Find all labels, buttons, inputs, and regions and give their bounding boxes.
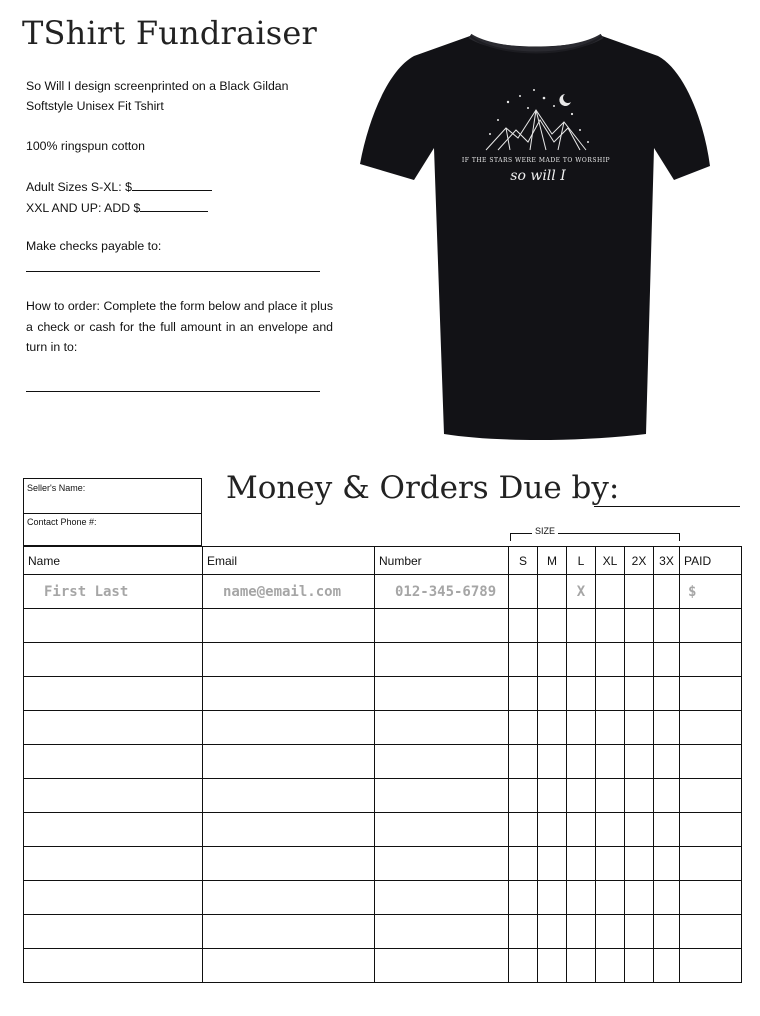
cell-size-3x[interactable]	[654, 711, 680, 745]
cell-size-xl[interactable]	[596, 949, 625, 983]
cell-paid[interactable]	[680, 677, 742, 711]
cell-name[interactable]	[24, 779, 203, 813]
table-row	[24, 609, 742, 643]
cell-size-s[interactable]	[509, 847, 538, 881]
cell-size-2x[interactable]	[625, 915, 654, 949]
cell-size-l[interactable]	[567, 949, 596, 983]
cell-size-m[interactable]	[538, 881, 567, 915]
cell-size-xl[interactable]	[596, 609, 625, 643]
table-row	[24, 711, 742, 745]
cell-email[interactable]	[203, 711, 375, 745]
header-size-m: M	[538, 547, 567, 575]
header-name: Name	[24, 547, 203, 575]
cell-number[interactable]	[375, 949, 509, 983]
table-row	[24, 779, 742, 813]
cell-size-s[interactable]	[509, 609, 538, 643]
cell-size-xl[interactable]	[596, 677, 625, 711]
cell-size-s[interactable]	[509, 949, 538, 983]
example-size-xl	[596, 575, 625, 609]
cell-size-3x[interactable]	[654, 881, 680, 915]
adult-price-blank[interactable]	[132, 176, 212, 191]
cell-number[interactable]	[375, 609, 509, 643]
cell-size-m[interactable]	[538, 847, 567, 881]
cell-size-s[interactable]	[509, 643, 538, 677]
cell-size-m[interactable]	[538, 643, 567, 677]
cell-size-3x[interactable]	[654, 813, 680, 847]
cell-size-2x[interactable]	[625, 881, 654, 915]
cell-name[interactable]	[24, 711, 203, 745]
table-row	[24, 881, 742, 915]
cell-size-3x[interactable]	[654, 949, 680, 983]
how-to-order-text: How to order: Complete the form below and place it plus a check or cash for the full amount in an envelope and turn in to:	[26, 299, 333, 354]
cell-size-2x[interactable]	[625, 609, 654, 643]
cell-size-l[interactable]	[567, 745, 596, 779]
example-number: 012-345-6789	[375, 575, 509, 609]
cell-name[interactable]	[24, 677, 203, 711]
example-size-l: X	[567, 575, 596, 609]
cell-number[interactable]	[375, 677, 509, 711]
cell-email[interactable]	[203, 677, 375, 711]
cell-size-2x[interactable]	[625, 847, 654, 881]
cell-size-m[interactable]	[538, 609, 567, 643]
header-number: Number	[375, 547, 509, 575]
cell-email[interactable]	[203, 813, 375, 847]
cell-size-m[interactable]	[538, 915, 567, 949]
cell-email[interactable]	[203, 745, 375, 779]
cell-size-xl[interactable]	[596, 881, 625, 915]
header-size-s: S	[509, 547, 538, 575]
page-title: TShirt Fundraiser	[22, 14, 318, 52]
cell-size-l[interactable]	[567, 847, 596, 881]
size-group-label: SIZE	[532, 526, 558, 536]
seller-name-label: Seller's Name:	[27, 483, 86, 493]
table-row	[24, 915, 742, 949]
cell-size-m[interactable]	[538, 745, 567, 779]
header-paid: PAID	[680, 547, 742, 575]
cell-size-s[interactable]	[509, 915, 538, 949]
header-size-2x: 2X	[625, 547, 654, 575]
cell-size-s[interactable]	[509, 677, 538, 711]
cell-size-3x[interactable]	[654, 745, 680, 779]
shirt-text-line2: so will I	[510, 168, 566, 184]
cell-name[interactable]	[24, 643, 203, 677]
cell-size-m[interactable]	[538, 949, 567, 983]
cell-size-l[interactable]	[567, 677, 596, 711]
cell-name[interactable]	[24, 609, 203, 643]
example-size-s	[509, 575, 538, 609]
contact-phone-label: Contact Phone #:	[27, 517, 97, 527]
example-row	[24, 575, 742, 609]
cell-size-3x[interactable]	[654, 847, 680, 881]
cell-paid[interactable]	[680, 881, 742, 915]
cell-size-l[interactable]	[567, 881, 596, 915]
cell-email[interactable]	[203, 881, 375, 915]
cell-size-xl[interactable]	[596, 813, 625, 847]
order-table	[23, 546, 742, 983]
cell-size-s[interactable]	[509, 881, 538, 915]
cell-name[interactable]	[24, 847, 203, 881]
cell-size-2x[interactable]	[625, 677, 654, 711]
table-row	[24, 643, 742, 677]
seller-name-field[interactable]	[24, 479, 201, 514]
cell-paid[interactable]	[680, 609, 742, 643]
cell-size-3x[interactable]	[654, 677, 680, 711]
table-row	[24, 745, 742, 779]
example-paid: $	[680, 575, 742, 609]
cell-paid[interactable]	[680, 847, 742, 881]
cell-number[interactable]	[375, 745, 509, 779]
cell-name[interactable]	[24, 881, 203, 915]
cell-size-xl[interactable]	[596, 745, 625, 779]
cell-size-3x[interactable]	[654, 915, 680, 949]
cell-size-m[interactable]	[538, 779, 567, 813]
cell-size-2x[interactable]	[625, 643, 654, 677]
cell-number[interactable]	[375, 643, 509, 677]
cell-size-l[interactable]	[567, 711, 596, 745]
cell-size-3x[interactable]	[654, 609, 680, 643]
cell-email[interactable]	[203, 949, 375, 983]
price-block	[26, 176, 212, 218]
cell-size-3x[interactable]	[654, 643, 680, 677]
table-row	[24, 847, 742, 881]
header-email: Email	[203, 547, 375, 575]
due-heading: Money & Orders Due by:	[226, 470, 620, 506]
table-row	[24, 677, 742, 711]
table-row	[24, 949, 742, 983]
cell-paid[interactable]	[680, 745, 742, 779]
cell-size-xl[interactable]	[596, 847, 625, 881]
design-line-1: So Will I design screenprinted on a Black Gildan	[26, 79, 289, 93]
example-size-2x	[625, 575, 654, 609]
cell-number[interactable]	[375, 881, 509, 915]
cell-email[interactable]	[203, 609, 375, 643]
cell-email[interactable]	[203, 915, 375, 949]
turn-in-line[interactable]	[26, 391, 320, 392]
tshirt-image	[358, 30, 714, 440]
header-size-3x: 3X	[654, 547, 680, 575]
cell-paid[interactable]	[680, 711, 742, 745]
cell-name[interactable]	[24, 915, 203, 949]
cell-size-l[interactable]	[567, 609, 596, 643]
cell-size-xl[interactable]	[596, 779, 625, 813]
cell-size-xl[interactable]	[596, 711, 625, 745]
header-size-l: L	[567, 547, 596, 575]
cell-number[interactable]	[375, 847, 509, 881]
tshirt-body	[360, 36, 710, 440]
cell-paid[interactable]	[680, 643, 742, 677]
cell-number[interactable]	[375, 711, 509, 745]
cell-size-s[interactable]	[509, 779, 538, 813]
cell-paid[interactable]	[680, 813, 742, 847]
cell-paid[interactable]	[680, 779, 742, 813]
cell-number[interactable]	[375, 915, 509, 949]
cell-email[interactable]	[203, 643, 375, 677]
cell-email[interactable]	[203, 847, 375, 881]
cell-size-m[interactable]	[538, 677, 567, 711]
cell-paid[interactable]	[680, 915, 742, 949]
cell-paid[interactable]	[680, 949, 742, 983]
cell-size-m[interactable]	[538, 813, 567, 847]
header-size-xl: XL	[596, 547, 625, 575]
shirt-text-line1: IF THE STARS WERE MADE TO WORSHIP	[461, 157, 611, 164]
checks-label: Make checks payable to:	[26, 239, 162, 253]
design-description	[26, 76, 288, 116]
cell-size-s[interactable]	[509, 745, 538, 779]
table-row	[24, 813, 742, 847]
cell-email[interactable]	[203, 779, 375, 813]
cell-size-l[interactable]	[567, 779, 596, 813]
checks-payable-line[interactable]	[26, 271, 320, 272]
cell-size-2x[interactable]	[625, 745, 654, 779]
cell-size-xl[interactable]	[596, 643, 625, 677]
design-line-2: Softstyle Unisex Fit Tshirt	[26, 99, 164, 113]
cell-size-l[interactable]	[567, 813, 596, 847]
cell-size-3x[interactable]	[654, 779, 680, 813]
cell-size-2x[interactable]	[625, 813, 654, 847]
seller-box	[23, 478, 202, 546]
example-size-m	[538, 575, 567, 609]
cell-number[interactable]	[375, 813, 509, 847]
cell-size-s[interactable]	[509, 711, 538, 745]
contact-phone-field[interactable]	[24, 513, 201, 547]
xxl-price-blank[interactable]	[140, 197, 208, 212]
cell-size-l[interactable]	[567, 643, 596, 677]
material-text: 100% ringspun cotton	[26, 139, 145, 153]
xxl-label: XXL AND UP: ADD $	[26, 201, 141, 215]
adult-sizes-label: Adult Sizes S-XL: $	[26, 180, 132, 194]
cell-name[interactable]	[24, 745, 203, 779]
cell-size-2x[interactable]	[625, 949, 654, 983]
cell-size-xl[interactable]	[596, 915, 625, 949]
example-name: First Last	[24, 575, 203, 609]
cell-name[interactable]	[24, 813, 203, 847]
cell-size-l[interactable]	[567, 915, 596, 949]
cell-size-m[interactable]	[538, 711, 567, 745]
cell-size-2x[interactable]	[625, 779, 654, 813]
table-header-row	[24, 547, 742, 575]
cell-size-s[interactable]	[509, 813, 538, 847]
cell-name[interactable]	[24, 949, 203, 983]
example-size-3x	[654, 575, 680, 609]
cell-size-2x[interactable]	[625, 711, 654, 745]
example-email: name@email.com	[203, 575, 375, 609]
cell-number[interactable]	[375, 779, 509, 813]
due-date-line[interactable]	[594, 506, 740, 507]
